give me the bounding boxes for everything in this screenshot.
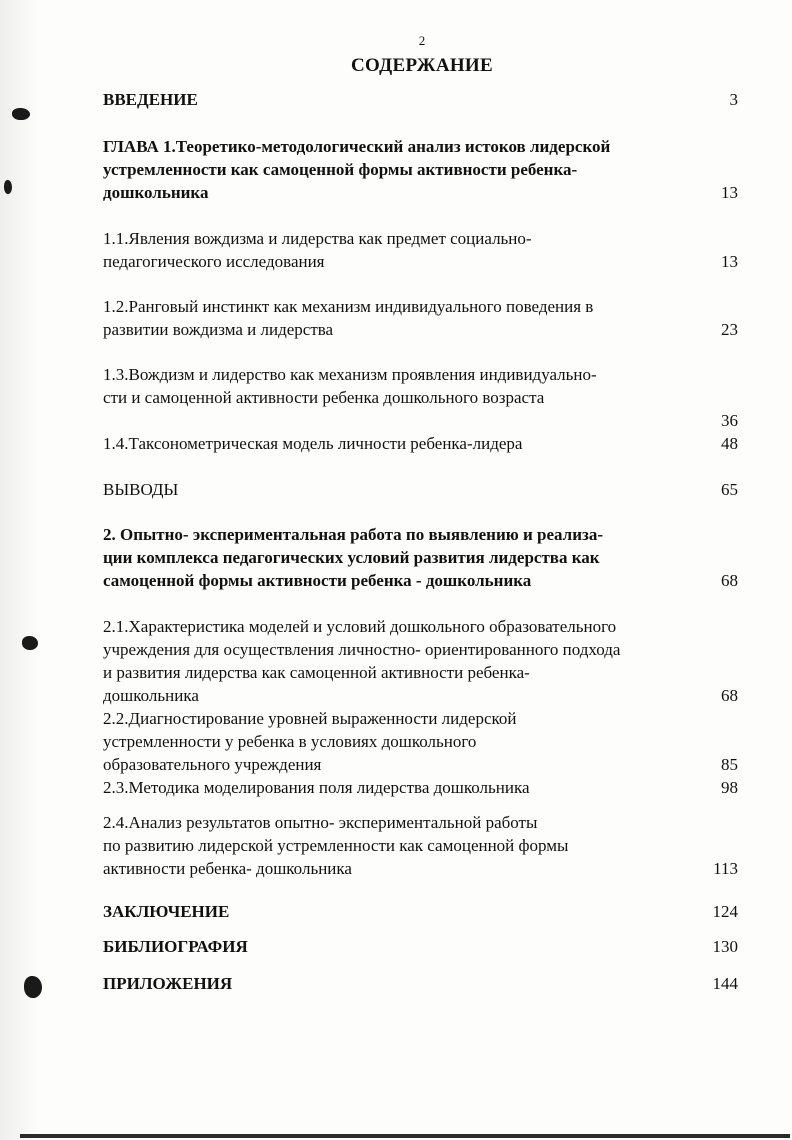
toc-entry-line: по развитию лидерской устремленности как самоценной формы	[103, 836, 569, 855]
toc-page-section-1-4: 48	[721, 434, 738, 453]
toc-page-conclusions: 65	[721, 480, 738, 499]
toc-page-appendix: 144	[712, 974, 738, 993]
page-number: 2	[418, 33, 426, 48]
scan-shadow-edge	[0, 0, 40, 1140]
toc-entry-section-2-1	[103, 615, 695, 707]
toc-entry-line: сти и самоценной активности ребенка дошкольного возраста	[103, 388, 545, 407]
scan-blot-mark	[22, 636, 38, 650]
toc-entry-chapter1	[103, 135, 695, 204]
toc-entry-line: педагогического исследования	[103, 252, 325, 271]
toc-entry-section-2-3	[103, 776, 695, 799]
toc-entry-section-1-2	[103, 295, 695, 341]
toc-entry-section-1-1	[103, 227, 695, 273]
toc-page-section-2-2: 85	[721, 755, 738, 774]
toc-entry-text: ЗАКЛЮЧЕНИЕ	[103, 902, 230, 921]
toc-entry-line: дошкольника	[103, 183, 209, 202]
toc-entry-line: ГЛАВА 1.Теоретико-методологический анализ истоков лидерской	[103, 137, 611, 156]
toc-entry-section-1-4	[103, 432, 695, 455]
toc-entry-line: самоценной формы активности ребенка - дошкольника	[103, 571, 532, 590]
toc-entry-section-1-3	[103, 363, 695, 409]
toc-entry-line: 1.3.Вождизм и лидерство как механизм проявления индивидуально-	[103, 365, 597, 384]
toc-entry-chapter2	[103, 523, 695, 592]
toc-entry-line: и развития лидерства как самоценной активности ребенка-	[103, 663, 530, 682]
toc-entry-line: ции комплекса педагогических условий развития лидерства как	[103, 548, 600, 567]
toc-entry-final	[103, 900, 695, 923]
toc-page-bibliography: 130	[712, 937, 738, 956]
toc-page-chapter2: 68	[721, 571, 738, 590]
toc-entry-line: 2.1.Характеристика моделей и условий дошкольного образовательного	[103, 617, 617, 636]
toc-entry-appendix	[103, 972, 695, 995]
toc-page-section-1-2: 23	[721, 320, 738, 339]
toc-entry-text: ПРИЛОЖЕНИЯ	[103, 974, 233, 993]
toc-entry-line: 2.4.Анализ результатов опытно- экспериментальной работы	[103, 813, 538, 832]
toc-entry-line: 1.2.Ранговый инстинкт как механизм индивидуального поведения в	[103, 297, 594, 316]
toc-entry-bibliography	[103, 935, 695, 958]
toc-entry-text: ВЫВОДЫ	[103, 480, 179, 499]
toc-entry-section-2-4	[103, 811, 695, 880]
scan-blot-mark	[4, 180, 12, 194]
toc-entry-line: дошкольника	[103, 686, 199, 705]
toc-entry-text: БИБЛИОГРАФИЯ	[103, 937, 248, 956]
toc-entry-line: 1.1.Явления вождизма и лидерства как предмет социально-	[103, 229, 532, 248]
toc-page-section-1-1: 13	[721, 252, 738, 271]
toc-entry-line: 1.4.Таксонометрическая модель личности ребенка-лидера	[103, 434, 523, 453]
toc-entry-line: устремленности как самоценной формы активности ребенка-	[103, 160, 578, 179]
toc-page-section-2-3: 98	[721, 778, 738, 797]
toc-entry-line: 2.2.Диагностирование уровней выраженности лидерской	[103, 709, 517, 728]
page-title: СОДЕРЖАНИЕ	[351, 55, 493, 76]
toc-entry-conclusions	[103, 478, 695, 501]
toc-entry-line: активности ребенка- дошкольника	[103, 859, 352, 878]
toc-entry-intro	[103, 88, 695, 111]
toc-page-section-2-4: 113	[713, 859, 738, 878]
toc-entry-line: 2.3.Методика моделирования поля лидерства дошкольника	[103, 778, 530, 797]
toc-entry-text: ВВЕДЕНИЕ	[103, 90, 198, 109]
toc-page-final: 124	[712, 902, 738, 921]
scan-blot-mark	[12, 108, 30, 120]
toc-entry-line: образовательного учреждения	[103, 755, 322, 774]
toc-page-section-1-3: 36	[721, 411, 738, 430]
toc-entry-line: развитии вождизма и лидерства	[103, 320, 334, 339]
toc-page-intro: 3	[729, 90, 738, 109]
toc-page-chapter1: 13	[721, 183, 738, 202]
toc-entry-section-2-2	[103, 707, 695, 776]
toc-entry-line: учреждения для осуществления личностно- ориентированного подхода	[103, 640, 621, 659]
scan-bottom-edge	[20, 1134, 790, 1138]
scan-blot-mark	[24, 976, 42, 998]
toc-entry-line: 2. Опытно- экспериментальная работа по выявлению и реализа-	[103, 525, 603, 544]
toc-entry-line: устремленности у ребенка в условиях дошкольного	[103, 732, 477, 751]
toc-page-section-2-1: 68	[721, 686, 738, 705]
